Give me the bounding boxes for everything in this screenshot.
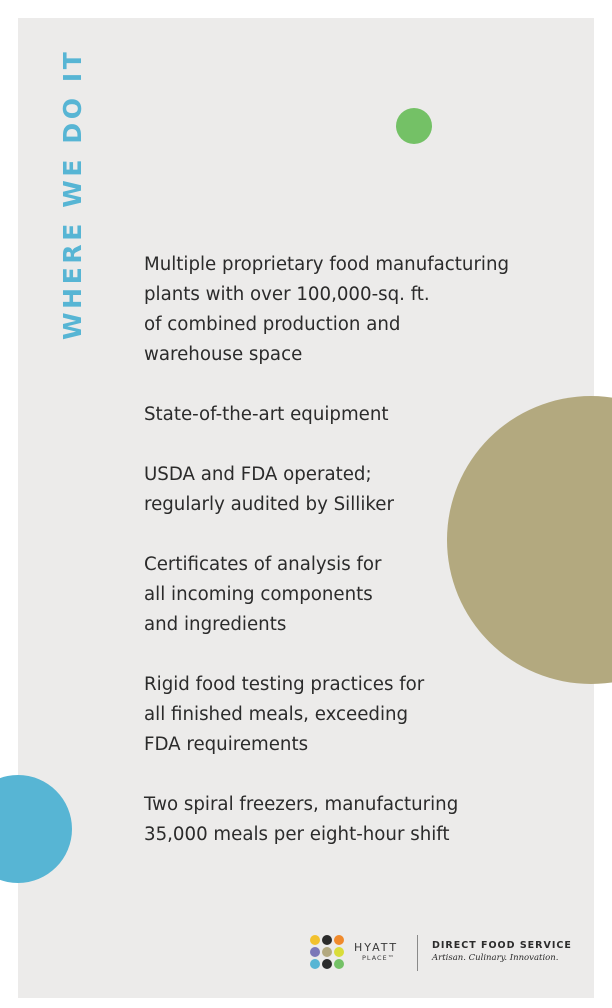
logo-dot (322, 935, 332, 945)
body-content (144, 250, 544, 880)
division-tagline: Artisan. Culinary. Innovation. (432, 953, 559, 963)
logo-dot (322, 947, 332, 957)
brand-name: HYATT (354, 941, 399, 954)
paragraph-certificates: Certificates of analysis for all incoming components and ingredients (144, 554, 382, 635)
section-title: WHERE WE DO IT (58, 48, 87, 340)
paragraph-equipment: State-of-the-art equipment (144, 404, 389, 425)
footer-logo (310, 934, 580, 974)
logo-dot (334, 947, 344, 957)
brand-sub: PLACE™ (362, 954, 396, 962)
logo-dot (310, 959, 320, 969)
paragraph-facilities: Multiple proprietary food manufacturing plants with over 100,000-sq. ft. of combined production and warehouse space (144, 254, 510, 365)
division-name: DIRECT FOOD SERVICE (432, 940, 572, 951)
paragraph-freezers: Two spiral freezers, manufacturing 35,000 meals per eight-hour shift (144, 794, 459, 845)
hyatt-place-logo-icon (310, 935, 346, 971)
logo-dot (310, 935, 320, 945)
logo-dot (322, 959, 332, 969)
logo-dot (334, 935, 344, 945)
logo-dot (334, 959, 344, 969)
footer-divider (417, 935, 418, 971)
paragraph-testing: Rigid food testing practices for all finished meals, exceeding FDA requirements (144, 674, 425, 755)
green-circle-decoration (396, 108, 432, 144)
paragraph-regulation: USDA and FDA operated; regularly audited by Silliker (144, 464, 394, 515)
logo-dot (310, 947, 320, 957)
